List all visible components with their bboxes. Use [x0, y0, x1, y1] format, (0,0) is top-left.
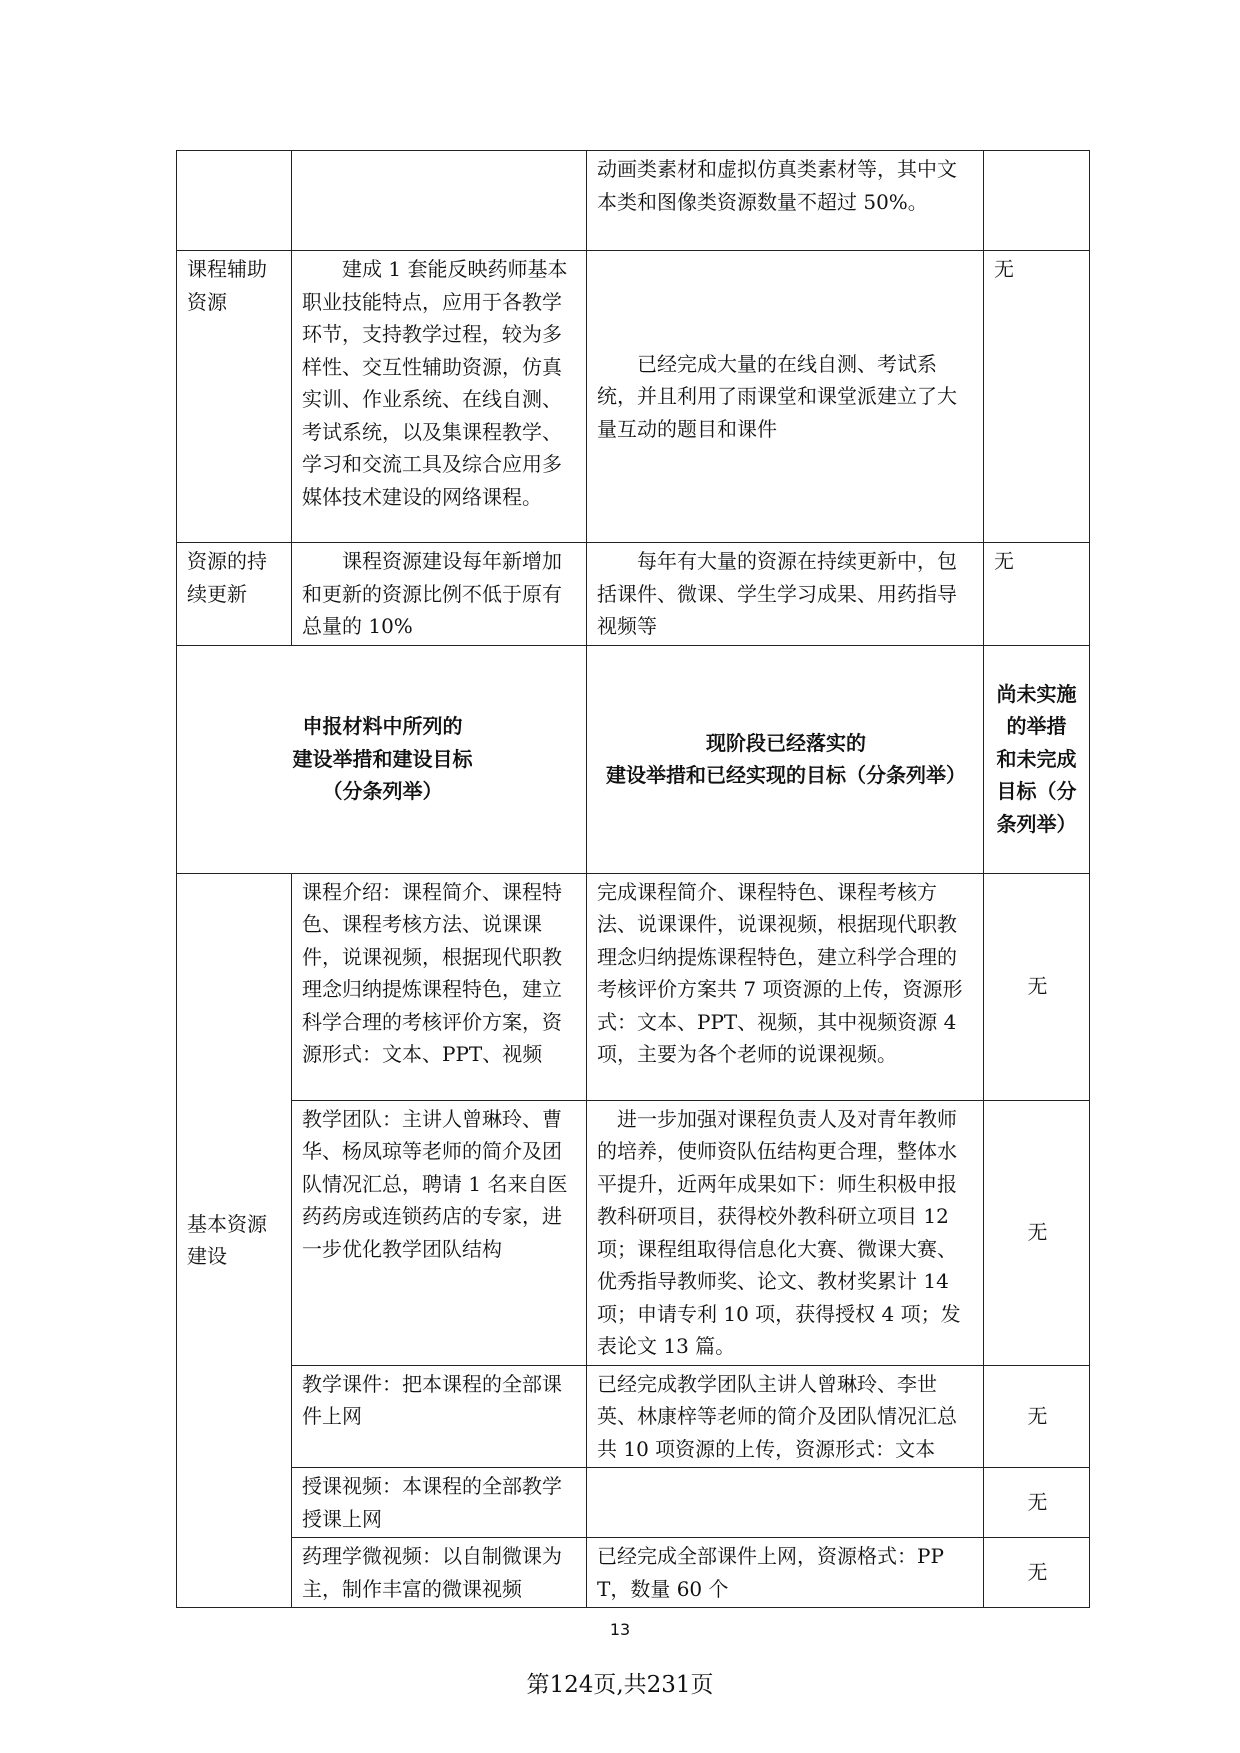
row-label — [177, 251, 292, 543]
plan-text: 药理学微视频：以自制微课为主，制作丰富的微课视频 — [302, 1544, 562, 1601]
done-text: 已经完成大量的在线自测、考试系统，并且利用了雨课堂和课堂派建立了大量互动的题目和课件 — [597, 351, 957, 441]
plan-text: 授课视频：本课程的全部教学授课上网 — [302, 1474, 562, 1531]
done-cell — [587, 543, 984, 646]
table-row — [177, 1468, 1090, 1538]
page-total: 第124页,共231页 — [526, 1672, 714, 1698]
done-text: 进一步加强对课程负责人及对青年教师的培养，使师资队伍结构更合理，整体水平提升，近两年成果如下：师生积极申报教科研项目，获得校外教科研立项目 12 项；课程组取得信息化大赛、微课大赛、优秀指导教师奖、论文、教材奖累计 14 项；申请专利 10 项，获得授权 4 项；发表论文 13 篇。 — [597, 1106, 961, 1358]
undone-cell — [984, 251, 1090, 543]
plan-cell — [292, 1538, 587, 1608]
undone-text: 无 — [994, 257, 1014, 281]
empty-cell — [177, 151, 292, 251]
done-text: 已经完成教学团队主讲人曾琳玲、李世英、林康梓等老师的简介及团队情况汇总共 10 项资源的上传，资源形式：文本 — [597, 1371, 957, 1461]
done-text: 每年有大量的资源在持续更新中，包括课件、微课、学生学习成果、用药指导视频等 — [597, 549, 957, 638]
table-header-row — [177, 645, 1090, 873]
undone-cell — [984, 873, 1090, 1100]
plan-text: 教学课件：把本课程的全部课件上网 — [302, 1371, 562, 1428]
plan-text: 课程介绍：课程简介、课程特色、课程考核方法、说课课件，说课视频，根据现代职教理念归纳提炼课程特色，建立科学合理的考核评价方案，资源形式：文本、PPT、视频 — [302, 879, 562, 1066]
row-label — [177, 543, 292, 646]
done-cell — [587, 251, 984, 543]
undone-cell — [984, 1365, 1090, 1468]
table-row — [177, 251, 1090, 543]
undone-cell — [984, 1538, 1090, 1608]
undone-text: 无 — [1027, 1490, 1048, 1515]
done-cell — [587, 151, 984, 251]
done-cell — [587, 1468, 984, 1538]
plan-cell — [292, 1365, 587, 1468]
header-undone-text: 尚未实施的举措 和未完成目标（分条列举） — [996, 681, 1077, 836]
undone-text: 无 — [1027, 1560, 1048, 1585]
table-row — [177, 1538, 1090, 1608]
table-row — [177, 543, 1090, 646]
empty-cell — [984, 151, 1090, 251]
section-label-text: 基本资源建设 — [187, 1211, 267, 1269]
plan-cell — [292, 1468, 587, 1538]
header-done — [587, 645, 984, 873]
plan-text: 建成 1 套能反映药师基本职业技能特点，应用于各教学环节，支持教学过程，较为多样性、交互性辅助资源，仿真实训、作业系统、在线自测、考试系统，以及集课程教学、学习和交流工具及综合应用多媒体技术建设的网络课程。 — [302, 257, 568, 509]
row-label-text: 课程辅助资源 — [187, 257, 267, 314]
done-cell — [587, 1100, 984, 1365]
header-plan — [177, 645, 587, 873]
table-row — [177, 151, 1090, 251]
plan-cell — [292, 1100, 587, 1365]
table-row — [177, 873, 1090, 1100]
plan-text: 教学团队：主讲人曾琳玲、曹华、杨凤琼等老师的简介及团队情况汇总，聘请 1 名来自医药药房或连锁药店的专家，进一步优化教学团队结构 — [302, 1106, 568, 1261]
undone-text: 无 — [1027, 1220, 1048, 1245]
page-number: 13 — [609, 1620, 631, 1639]
table-row — [177, 1365, 1090, 1468]
done-text: 完成课程简介、课程特色、课程考核方法、说课课件，说课视频，根据现代职教理念归纳提炼课程特色，建立科学合理的考核评价方案共 7 项资源的上传，资源形式：文本、PPT、视频，其中视频资源 4 项，主要为各个老师的说课视频。 — [597, 879, 963, 1066]
row-label-text: 资源的持续更新 — [187, 549, 267, 606]
done-cell — [587, 1538, 984, 1608]
undone-cell — [984, 1100, 1090, 1365]
plan-cell — [292, 543, 587, 646]
undone-text: 无 — [1027, 1404, 1048, 1428]
done-text: 动画类素材和虚拟仿真类素材等，其中文本类和图像类资源数量不超过 50%。 — [597, 157, 957, 214]
undone-text: 无 — [994, 549, 1014, 573]
undone-text: 无 — [1027, 974, 1048, 999]
header-plan-text: 申报材料中所列的 建设举措和建设目标 （分条列举） — [292, 714, 473, 804]
header-done-text: 现阶段已经落实的 建设举措和已经实现的目标（分条列举） — [606, 730, 966, 787]
plan-text: 课程资源建设每年新增加和更新的资源比例不低于原有总量的 10% — [302, 549, 562, 638]
table-row — [177, 1100, 1090, 1365]
undone-cell — [984, 1468, 1090, 1538]
resource-table — [176, 150, 1090, 1608]
done-text: 已经完成全部课件上网，资源格式：PPT，数量 60 个 — [597, 1544, 944, 1601]
empty-cell — [292, 151, 587, 251]
plan-cell — [292, 873, 587, 1100]
undone-cell — [984, 543, 1090, 646]
section-label — [177, 873, 292, 1608]
done-cell — [587, 873, 984, 1100]
done-cell — [587, 1365, 984, 1468]
header-undone — [984, 645, 1090, 873]
plan-cell — [292, 251, 587, 543]
